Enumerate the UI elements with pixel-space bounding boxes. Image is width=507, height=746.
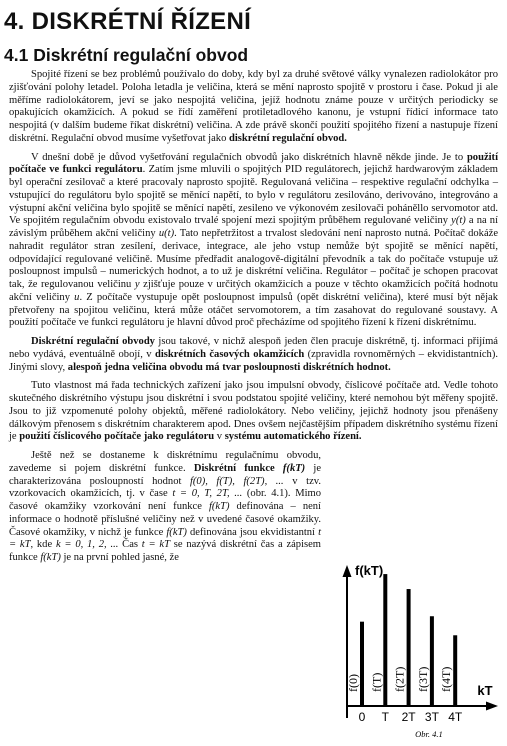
text-run: t = kT xyxy=(9,526,321,551)
sample-bar xyxy=(383,574,387,706)
x-axis-arrow xyxy=(486,702,498,711)
text-run: , kde xyxy=(30,539,56,551)
text-run: a na ní závislým průběhem akční veličiny xyxy=(9,215,498,239)
sample-bar xyxy=(407,589,411,706)
text-run: Diskrétní regulační obvody xyxy=(31,336,155,347)
section-title: 4.1 Diskrétní regulační obvod xyxy=(4,45,249,65)
x-tick-label: T xyxy=(381,710,389,724)
paragraph xyxy=(9,380,498,444)
text-run: použití číslicového počítače jako regulátoru xyxy=(19,431,215,443)
text-run: Diskrétní funkce xyxy=(193,462,283,474)
text-run: u(t) xyxy=(158,228,175,239)
bar-label: f(4T) xyxy=(439,666,454,692)
paragraph xyxy=(9,336,498,374)
paragraph xyxy=(9,450,321,565)
figure-caption: Obr. 4.1 xyxy=(415,729,443,739)
text-run: k = 0, 1, 2, ... xyxy=(55,539,119,551)
chapter-title: 4. DISKRÉTNÍ ŘÍZENÍ xyxy=(4,8,252,35)
y-axis-label: f(kT) xyxy=(355,563,384,578)
bar-label: f(T) xyxy=(369,672,384,692)
text-run: Spojité řízení se bez problémů používalo do doby, kdy byl za druhé světové války vynalezen radiolokátor pro zjišťování polohy letadel. Poloha letadla je veličina, která se mění naprosto spojitě v prostoru i čase. Pokud ji ale měříme radiolokátorem, jeví se jako nespojitá veličina, jejíž hodnotu známe pouze v určitých periodicky se opakujících okamžicích. A pokud se řídí zaměření protiletadlového kanonu, je vstupní řídicí informace tato nespojitá (v dalším budeme říkat diskrétní) veličina. A zde právě skončí použití spojitého řízení a nastupuje řízení diskrétní. Regulační obvod musíme vyšetřovat jako xyxy=(9,69,498,144)
bar-label: f(0) xyxy=(346,674,360,692)
text-run: f(kT) xyxy=(282,462,306,474)
x-tick-label: 4T xyxy=(448,710,463,724)
text-run: . Tato nepřetržitost a trvalost sledování není naprosto nutná. Počítač dokáže nahradit regulátor stran zesílení, derivace, integrace, ale jeho vstup nemůže být spojitě se měnící napětí, odpovídající regulované veličině. Musíme předřadit analogově-digitální převodník a tak do počítače vstupuje už posloupnost impulsů – numerických hodnot, a to už je diskrétní veličina. Regulátor – počítač je schopen pracovat tak, že regulovanou veličinu xyxy=(9,228,498,290)
text-run: Tuto vlastnost má řada technických zařízení jako jsou impulsní obvody, číslicové počítače atd. Vedle tohoto skutečného diskrétního výstupu jsou diskrétní i svou podstatou spojité veličiny, které nemohou být měřeny spojitě. Jsou to již vzpomenuté polohy objektů, měřené radiolokátory. Nebo veličiny, jejichž hodnoty jsou přenášeny dálkovým přenosem s diskrétním charakterem apod. Dnes ovšem nejčastějším případem diskrétního systému řízení je xyxy=(9,380,498,443)
x-tick-label: 2T xyxy=(401,710,416,724)
text-run: f(kT) xyxy=(40,552,61,563)
text-run: systému automatického řízení. xyxy=(224,431,362,443)
text-run: . Z počítače vystupuje opět posloupnost impulsů (opět diskrétní veličina), které musí být nějak přetvořeny na spojitou veličinu, která může otáčet servomotorem, a tím zasahovat do regulované soustavy. A použití počítače ve funkci regulátoru je hlavní důvod proč přecházíme od spojitého řízení k řízení diskrétnímu. xyxy=(9,291,498,329)
text-run: v tzv. vzorkovacích okamžicích, tj. v čase xyxy=(9,475,321,500)
text-run: v xyxy=(214,431,225,443)
paragraph xyxy=(9,152,498,331)
text-run: použití počítače ve funkci regulátoru xyxy=(9,151,498,176)
x-tick-label: 0 xyxy=(358,710,366,724)
text-run: diskrétních časových okamžicích xyxy=(154,348,305,360)
text-run: diskrétní regulační obvod. xyxy=(228,132,347,144)
x-tick-label: 3T xyxy=(424,710,439,724)
text-run: t = 0, T, 2T, ... xyxy=(172,488,243,500)
figure-discrete-function xyxy=(325,561,501,741)
paragraph xyxy=(9,69,498,146)
text-run: f(kT) xyxy=(208,501,230,512)
body-text xyxy=(9,69,498,571)
y-axis-arrow xyxy=(343,565,352,577)
text-run: je charakterizována posloupností hodnot xyxy=(9,462,322,487)
sample-bars xyxy=(346,574,463,724)
sample-bar xyxy=(430,616,434,706)
text-run: se nazývá diskrétní čas a zápisem funkce xyxy=(9,539,321,563)
text-run: alespoň jedna veličina obvodu má tvar posloupnosti diskrétních hodnot. xyxy=(67,361,391,373)
text-run: y xyxy=(134,279,140,290)
text-run: (obr. 4.1). Mimo časové okamžiky vzorkování není funkce xyxy=(9,488,321,512)
sample-bar xyxy=(453,635,457,706)
text-run: y(t) xyxy=(451,215,466,227)
text-run: u xyxy=(74,291,80,303)
text-run: f(kT) xyxy=(166,526,187,538)
bar-label: f(2T) xyxy=(392,666,407,692)
text-run: f(0), f(T), f(2T), ... xyxy=(189,475,284,487)
text-run: je na první pohled jasné, že xyxy=(60,552,179,563)
text-run: . Zatím jsme mluvili o spojitých PID regulátorech, jejichž hardwarovým základem byl operační zesilovač a které pracovaly naprosto spojitě. Regulovaná veličina – respektive regulační odchylka – vstupující do regulátoru bylo spojitě se měnící napětí, to bylo v regulátoru zesilováno, derivováno, integrováno a výstupní akční veličina bylo spojitě se měnící napětí, zesileno ve výkonovém zesilovači poháněllo servomotor atd. Ve spojitém regulačním obvodu existovalo trvalé spojení mezi spojitým průběhem regulované veličiny xyxy=(9,164,498,227)
text-run: zjišťuje pouze v určitých okamžicích a pouze v těchto okamžicích počítá hodnotu akční veličiny xyxy=(9,279,499,303)
sample-bar xyxy=(360,622,364,706)
text-run: definována – není informace o hodnotě příslušné veličiny než v uvedené časové okamžiky. Časové okamžiky, v nichž je funkce xyxy=(9,501,321,538)
text-run: Ještě než se dostaneme k diskrétnímu regulačnímu obvodu, zavedeme si pojem diskrétní funkce. xyxy=(9,450,321,474)
x-axis-label: kT xyxy=(477,683,493,698)
text-run: V dnešní době je důvod vyšetřování regulačních obvodů jako diskrétních hlavně někde jinde. Je to xyxy=(31,151,467,163)
text-run: Čas xyxy=(118,539,142,551)
text-run: definována jsou ekvidistantní xyxy=(186,526,319,538)
bar-label: f(3T) xyxy=(415,666,430,692)
text-run: (zpravidla rovnoměrných – ekvidistantních). Jinými slovy, xyxy=(9,348,498,373)
text-run: jsou takové, v nichž alespoň jeden člen pracuje diskrétně, tj. informaci přijímá nebo vydává, eventuálně obojí, v xyxy=(9,336,498,360)
text-run: t = kT xyxy=(141,539,170,551)
